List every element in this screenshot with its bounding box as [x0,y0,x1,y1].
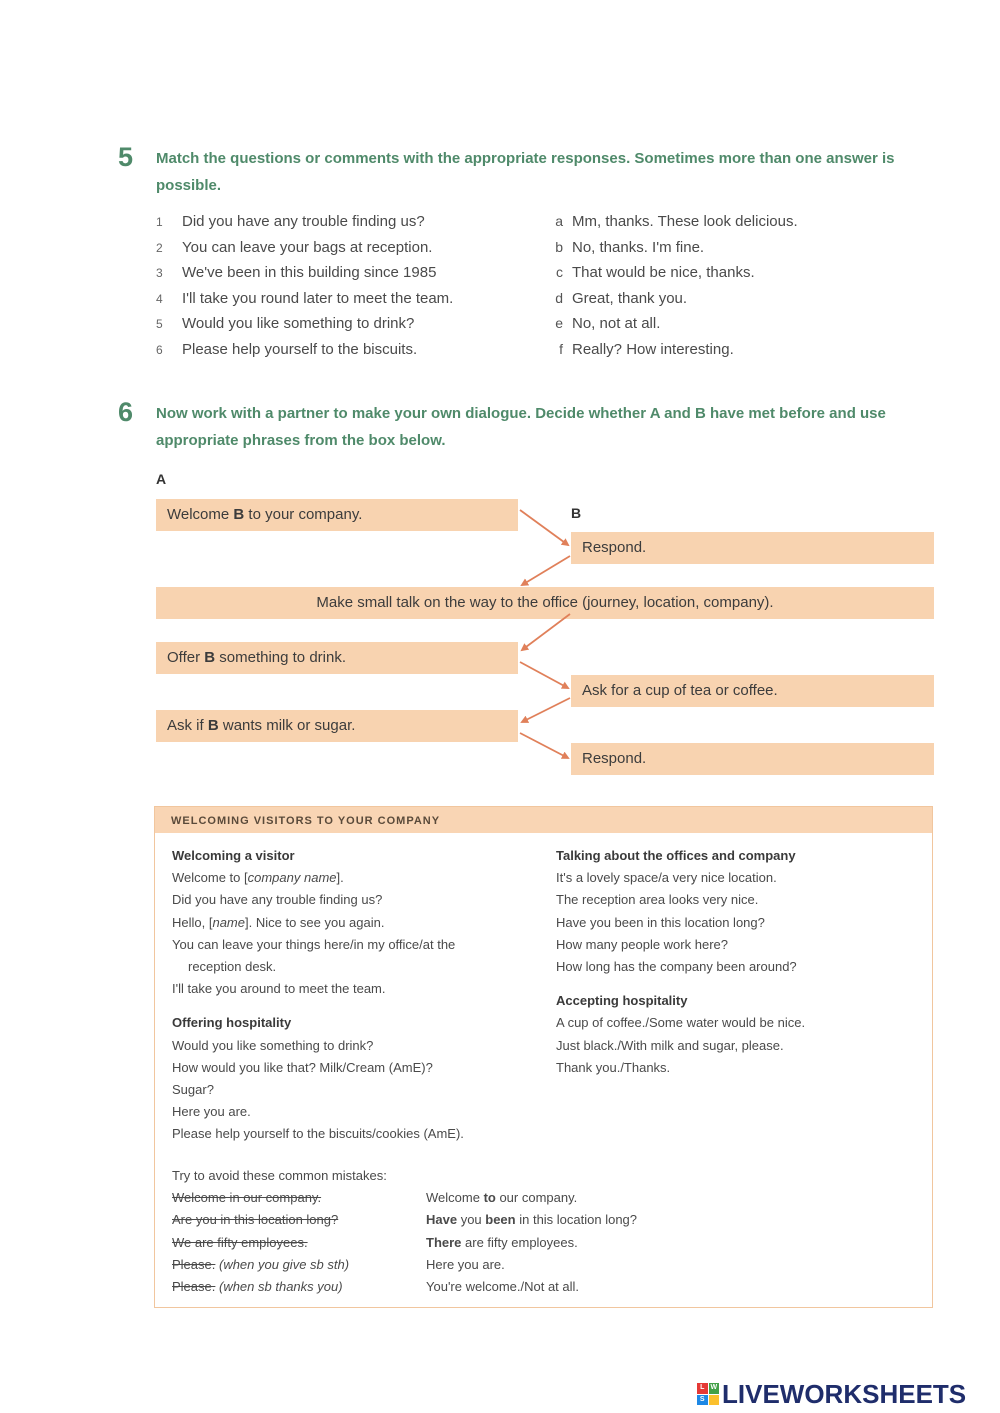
offering-line: Sugar? [172,1082,214,1098]
mistake-correct-part: to [483,1190,496,1206]
phrase-box-title: WELCOMING VISITORS TO YOUR COMPANY [155,807,932,833]
step-text: wants milk or sugar. [218,717,356,734]
question-item [156,289,453,309]
mistake-correct-part: our company. [495,1190,578,1206]
mistake-correct-part: There [426,1234,462,1250]
step-a-welcome [156,499,518,531]
liveworksheets-logo-text: LIVEWORKSHEETS [722,1378,967,1409]
mistake-rows [172,1187,637,1298]
question-text: I'll take you round later to meet the team. [182,289,454,307]
speaker-a-label: A [156,471,167,487]
mistake-correct [426,1279,579,1294]
question-item [156,314,414,334]
mistake-note: (when you give sb sth) [215,1256,350,1272]
mistake-correct [426,1212,637,1227]
talking-line: How many people work here? [556,936,728,952]
question-number: 3 [156,266,163,281]
mistake-correct-part: you [457,1212,486,1228]
accepting-line: A cup of coffee./Some water would be nice. [556,1015,806,1031]
response-item [537,262,755,282]
exercise-5-number: 5 [118,142,134,172]
step-text: Ask for a cup of tea or coffee. [582,682,778,699]
response-item [537,237,704,257]
welcoming-line: You can leave your things here/in my office/at the [172,936,456,952]
talking-heading: Talking about the offices and company [556,848,796,863]
question-number: 1 [156,215,163,229]
response-item [537,339,734,359]
arrow-a3-to-b3 [520,733,568,758]
welcoming-line: reception desk. [188,959,277,975]
phrase-box [154,806,933,1308]
step-text: Respond. [582,750,647,767]
step-bold: B [204,649,216,666]
liveworksheets-logo-icon [697,1383,719,1405]
line-text: Hello, [ [172,914,213,930]
welcoming-heading: Welcoming a visitor [172,848,295,863]
question-text: You can leave your bags at reception. [182,238,433,256]
question-item [156,340,417,360]
mistakes-intro: Try to avoid these common mistakes: [172,1168,387,1183]
talking-line: Have you been in this location long? [556,914,765,930]
talking-column [556,845,926,1079]
mistake-correct [426,1235,578,1250]
mistake-row [172,1276,637,1298]
step-a-offer-drink [156,642,518,674]
mistake-row [172,1254,637,1276]
welcoming-line [172,867,552,889]
offering-line: Here you are. [172,1104,251,1120]
logo-icon-tile: S [697,1395,708,1406]
accepting-line: Just black./With milk and sugar, please. [556,1037,784,1053]
common-mistakes [172,1165,637,1298]
welcoming-line: I'll take you around to meet the team. [172,981,386,997]
mistake-wrong [172,1209,426,1231]
question-number: 6 [156,343,163,357]
step-text: Make small talk on the way to the office (journey, location, company). [316,594,774,611]
step-shared-small-talk [156,587,934,619]
offering-line: Please help yourself to the biscuits/cookies (AmE). [172,1126,464,1142]
mistake-wrong-text: Please. [172,1256,216,1272]
response-letter: d [555,289,563,306]
question-number: 2 [156,240,163,255]
question-number: 5 [156,317,163,332]
line-italic: company name [247,870,337,886]
talking-lines [556,867,926,978]
welcoming-line: Did you have any trouble finding us? [172,892,383,908]
logo-icon-tile: W [709,1383,720,1394]
line-text: ]. [336,870,344,886]
mistake-wrong [172,1254,426,1276]
response-text: Mm, thanks. These look delicious. [572,213,798,230]
exercise-6-instruction: Now work with a partner to make your own dialogue. Decide whether A and B have met before and use appropriate phrases from the box below. [156,405,886,449]
response-letter: c [556,264,563,281]
response-text: No, thanks. I'm fine. [572,238,705,256]
mistake-correct-part: Here you are. [426,1256,505,1272]
logo-icon-tile: L [697,1383,708,1394]
response-letter: e [555,315,563,332]
response-text: Great, thank you. [572,289,688,307]
step-text: Welcome [167,506,234,523]
step-bold: B [233,506,245,523]
step-b-ask-drink [571,675,934,707]
mistake-correct [426,1257,505,1272]
logo-icon-tile [709,1395,720,1406]
mistake-wrong-text: Are you in this location long? [172,1212,339,1228]
response-text: Really? How interesting. [572,341,734,358]
arrow-shared-to-a2 [522,614,570,650]
arrow-a2-to-b2 [520,662,568,688]
offering-heading: Offering hospitality [172,1015,292,1031]
response-text: No, not at all. [572,315,661,333]
mistake-wrong-text: Please. [172,1278,216,1294]
question-text: We've been in this building since 1985 [182,264,437,282]
step-text: Ask if [167,717,208,734]
mistake-wrong-text: We are fifty employees. [172,1234,308,1250]
exercise-6-number: 6 [118,397,134,427]
mistake-wrong [172,1276,426,1298]
step-a-milk-sugar [156,710,518,742]
welcoming-line [172,912,552,934]
arrow-b2-to-a3 [522,698,570,722]
mistake-wrong-text: Welcome in our company. [172,1190,322,1206]
line-text: ]. Nice to see you again. [245,914,385,930]
question-item [156,238,432,258]
mistake-correct-part: in this location long? [515,1212,638,1228]
accepting-heading: Accepting hospitality [556,993,688,1009]
response-item [537,211,798,231]
question-text: Did you have any trouble finding us? [182,213,425,230]
step-text: something to drink. [215,649,346,666]
step-b-respond-1 [571,532,934,564]
exercise-5-instruction: Match the questions or comments with the appropriate responses. Sometimes more than one answer is possible. [156,150,895,194]
mistake-correct-part: been [485,1212,516,1228]
talking-line: It's a lovely space/a very nice location. [556,870,777,886]
mistake-correct-part: Welcome [426,1190,484,1206]
line-italic: name [212,914,245,930]
mistake-correct-part: are fifty employees. [461,1234,578,1250]
response-item [537,313,660,333]
mistake-correct [426,1190,577,1205]
welcoming-column [172,845,552,1146]
response-letter: a [555,213,563,229]
talking-line: How long has the company been around? [556,959,797,975]
arrow-b1-to-shared [522,556,570,585]
line-text: Welcome to [ [172,870,248,886]
response-letter: b [555,238,563,255]
response-text: That would be nice, thanks. [572,264,755,282]
response-item [537,288,687,308]
question-item [156,263,436,283]
speaker-b-label: B [571,505,582,521]
question-item [156,212,425,232]
arrow-a1-to-b1 [520,510,568,545]
step-text: to your company. [244,506,363,523]
mistake-note: (when sb thanks you) [215,1278,343,1294]
liveworksheets-logo [697,1378,966,1410]
offering-line: How would you like that? Milk/Cream (AmE)? [172,1059,433,1075]
response-letter: f [559,341,563,357]
mistake-correct-part: You're welcome./Not at all. [426,1278,580,1294]
mistake-wrong [172,1187,426,1209]
step-text: Respond. [582,539,647,556]
question-number: 4 [156,291,163,306]
accepting-lines [556,1012,926,1079]
accepting-line: Thank you./Thanks. [556,1059,671,1075]
offering-line: Would you like something to drink? [172,1037,374,1053]
mistake-wrong [172,1232,426,1254]
talking-line: The reception area looks very nice. [556,892,759,908]
mistake-row [172,1232,637,1254]
mistake-row [172,1209,637,1231]
step-text: Offer [167,649,205,666]
step-b-respond-2 [571,743,934,775]
mistake-row [172,1187,637,1209]
question-text: Would you like something to drink? [182,315,415,333]
mistake-correct-part: Have [426,1212,458,1228]
step-bold: B [207,717,219,734]
arrow-group [520,510,570,758]
offering-lines [172,1035,552,1146]
question-text: Please help yourself to the biscuits. [182,341,418,358]
